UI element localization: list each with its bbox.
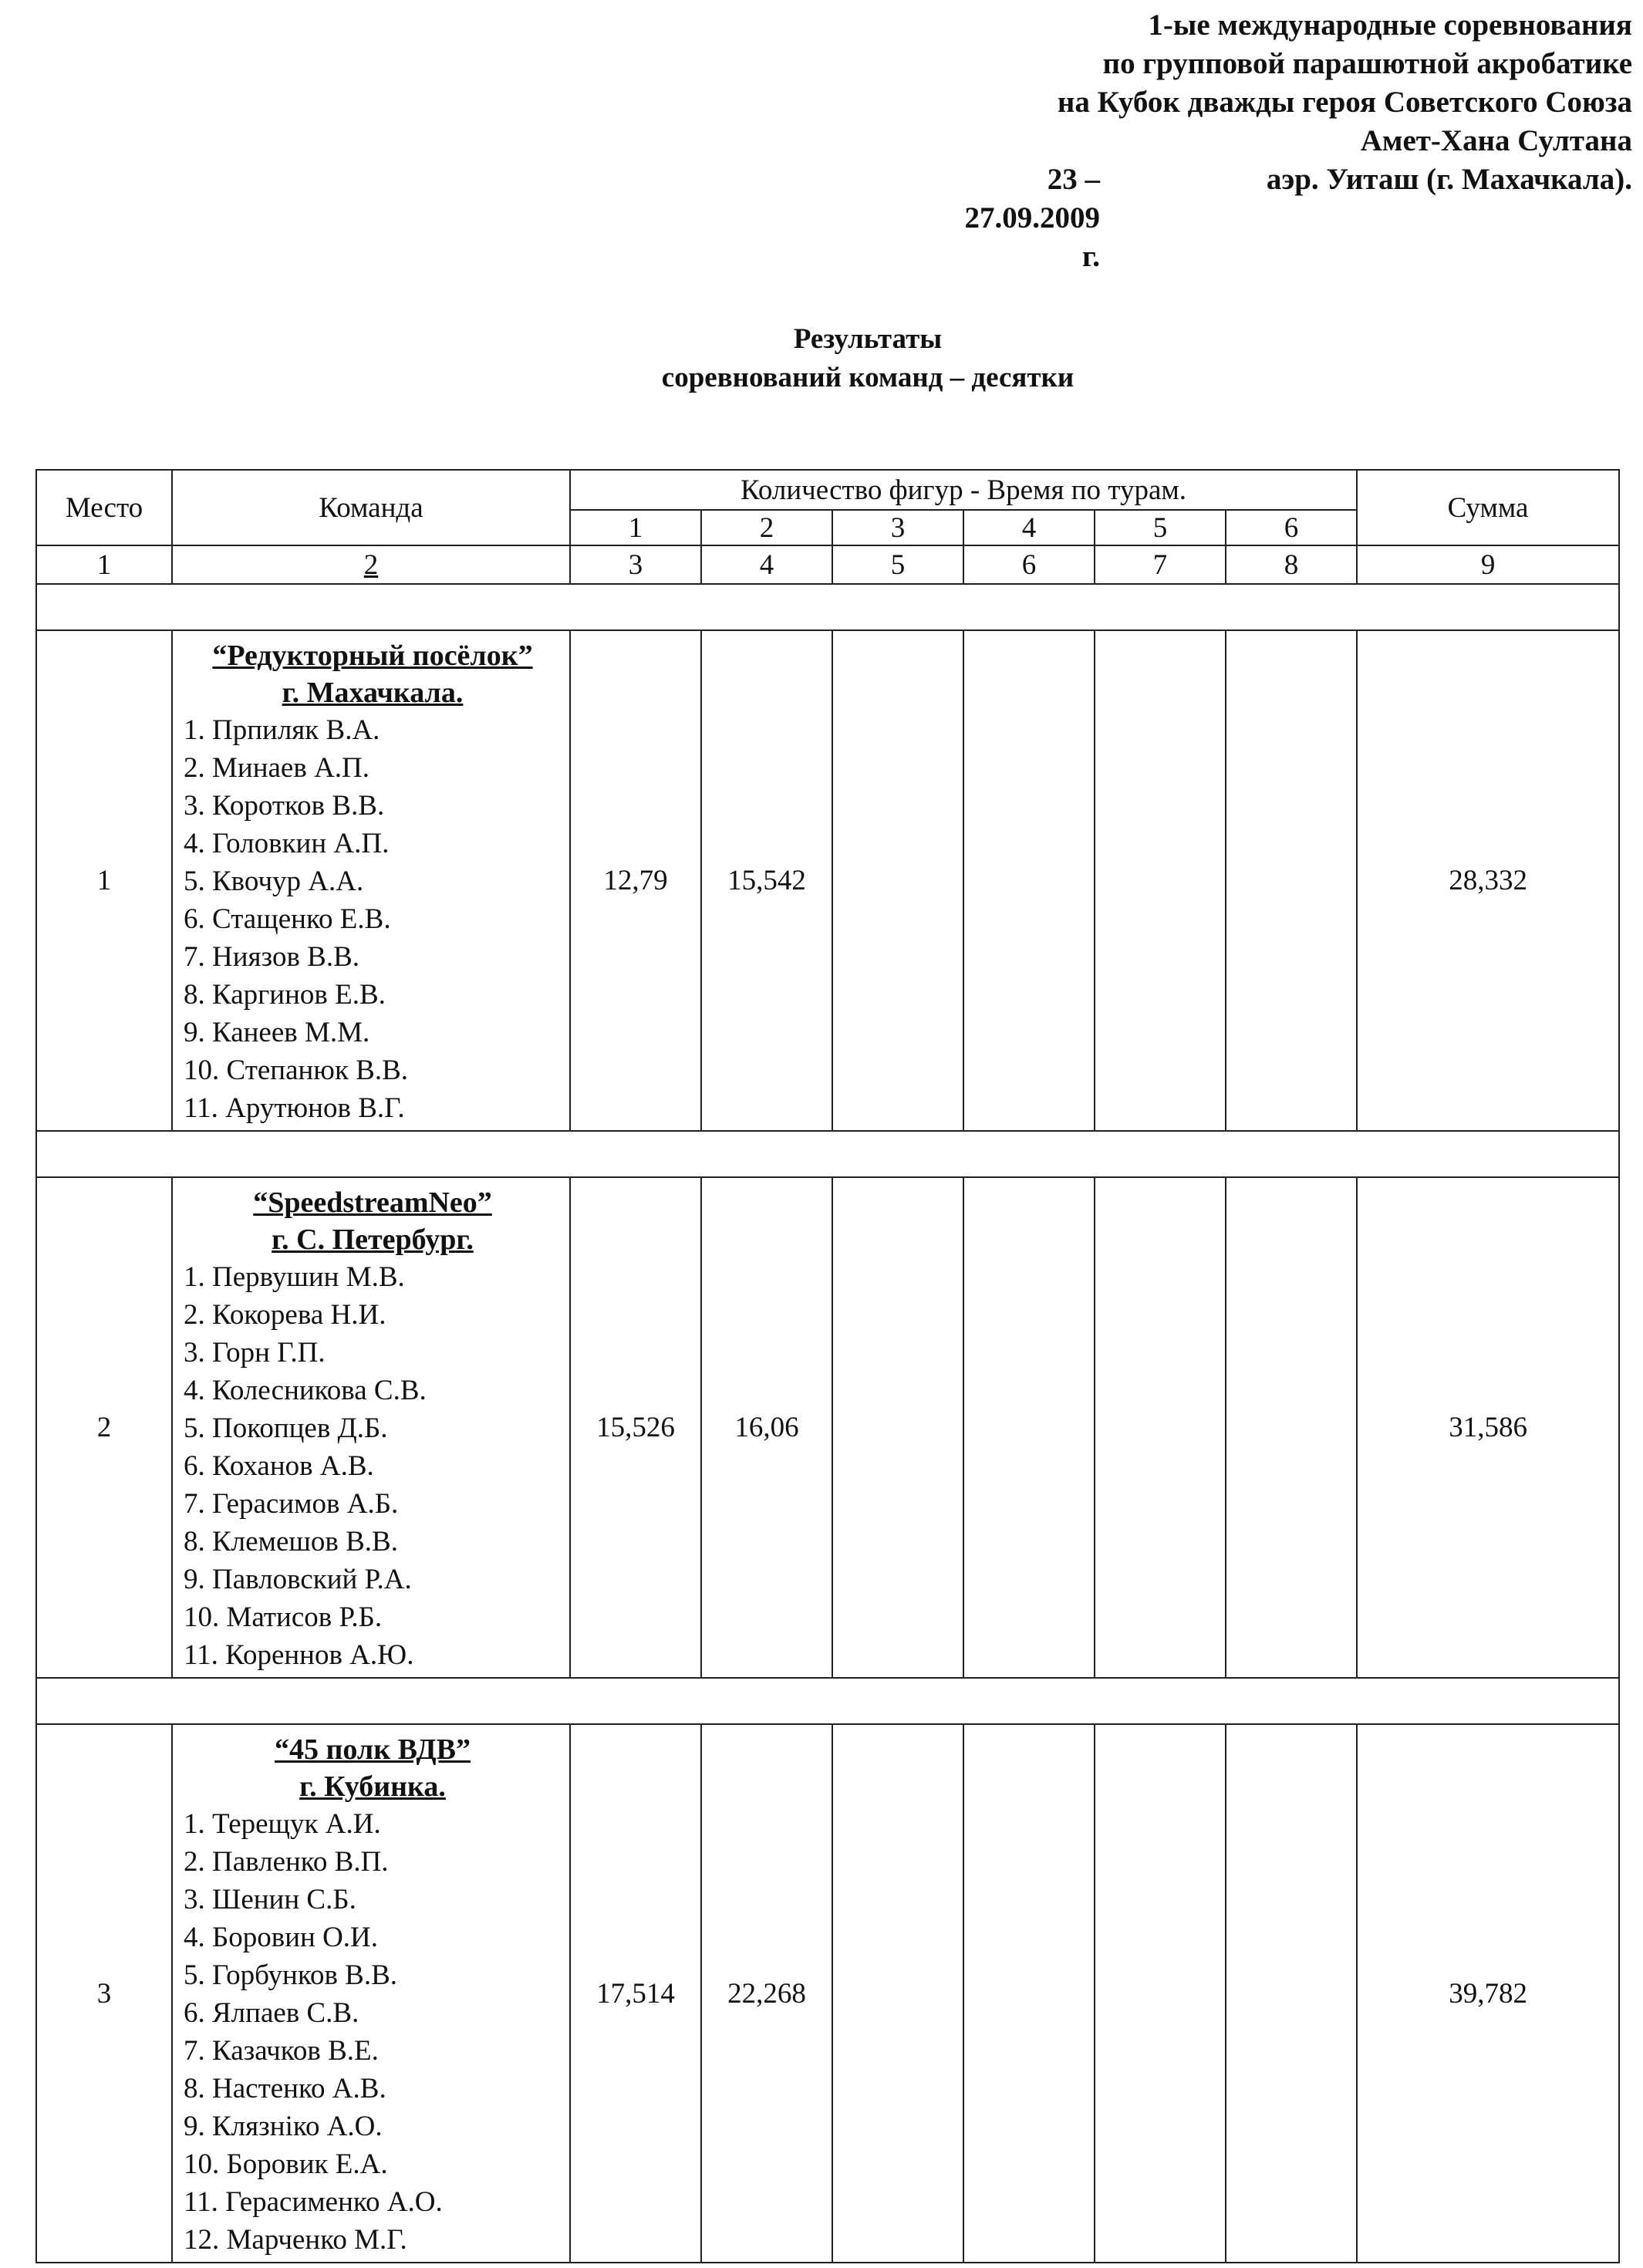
team-member: 10. Степанюк В.В. (184, 1055, 409, 1086)
event-date: 23 – 27.09.2009 г. (964, 163, 1100, 273)
team-row (36, 1724, 1619, 2263)
team-member: 1. Первушин М.В. (184, 1261, 405, 1293)
spacer-row (36, 1131, 1619, 1177)
spacer-cell (36, 1131, 1619, 1177)
team-member: 2. Кокорева Н.И. (184, 1299, 386, 1331)
team-member: 6. Ялпаев С.В. (184, 1997, 359, 2029)
team-row (36, 1177, 1619, 1678)
round-result: 16,06 (701, 1177, 832, 1678)
header-line-2: по групповой парашютной акробатике (1102, 47, 1632, 80)
team-member: 9. Павловский Р.А. (184, 1564, 412, 1595)
round-result (832, 1177, 963, 1678)
team-member: 4. Колесникова С.В. (184, 1375, 427, 1406)
team-member: 3. Шенин С.Б. (184, 1884, 356, 1915)
team-member: 8. Каргинов Е.В. (184, 979, 386, 1011)
team-member: 8. Настенко А.В. (184, 2073, 386, 2104)
round-result (1095, 630, 1226, 1131)
header-date-row (964, 160, 1632, 273)
team-member: 10. Матисов Р.Б. (184, 1601, 383, 1633)
team-member: 7. Казачков В.Е. (184, 2035, 379, 2067)
team-member: 5. Горбунков В.В. (184, 1959, 398, 1991)
team-sum: 28,332 (1357, 630, 1619, 1131)
round-result: 15,542 (701, 630, 832, 1131)
team-member: 11. Арутюнов В.Г. (184, 1092, 405, 1124)
team-member: 3. Коротков В.В. (184, 790, 385, 822)
round-result (832, 1724, 963, 2263)
team-name: “45 полк ВДВ” (275, 1733, 471, 1766)
header-team: Команда (172, 470, 570, 545)
round-result: 22,268 (701, 1724, 832, 2263)
team-member: 7. Герасимов А.Б. (184, 1488, 399, 1520)
round-number: 1 (570, 510, 701, 545)
spacer-row (36, 584, 1619, 630)
round-result (963, 1177, 1095, 1678)
team-member: 6. Коханов А.В. (184, 1450, 374, 1482)
column-index: 8 (1226, 545, 1357, 584)
header-line-1: 1-ые международные соревнования (1148, 8, 1632, 42)
results-table (35, 469, 1620, 2263)
round-result (1226, 1177, 1357, 1678)
team-city: г. Махачкала. (282, 677, 464, 709)
team-member: 2. Павленко В.П. (184, 1846, 389, 1878)
column-index: 1 (36, 545, 172, 584)
team-member: 9. Канеев М.М. (184, 1017, 370, 1048)
team-sum: 31,586 (1357, 1177, 1619, 1678)
team-member: 12. Марченко М.Г. (184, 2224, 407, 2256)
column-index: 4 (701, 545, 832, 584)
round-result (963, 1724, 1095, 2263)
team-cell (172, 1724, 570, 2263)
column-index: 2 (172, 545, 570, 584)
team-place: 1 (36, 630, 172, 1131)
results-title-line-1: Результаты (793, 323, 943, 355)
column-index: 3 (570, 545, 701, 584)
event-place: аэр. Уиташ (г. Махачкала). (1266, 163, 1632, 196)
round-result (1095, 1724, 1226, 2263)
team-city: г. Кубинка. (299, 1770, 446, 1803)
header-sum: Сумма (1357, 470, 1619, 545)
team-cell (172, 1177, 570, 1678)
team-member: 4. Боровин О.И. (184, 1922, 379, 1953)
round-number: 2 (701, 510, 832, 545)
team-place: 3 (36, 1724, 172, 2263)
team-member: 11. Кореннов А.Ю. (184, 1639, 414, 1671)
column-index: 7 (1095, 545, 1226, 584)
team-name: “SpeedstreamNeo” (253, 1186, 492, 1219)
team-row (36, 630, 1619, 1131)
round-result (1226, 1724, 1357, 2263)
team-member: 11. Герасименко А.О. (184, 2186, 443, 2218)
header-place: Место (36, 470, 172, 545)
round-result (1095, 1177, 1226, 1678)
header-rounds: Количество фигур - Время по турам. (570, 470, 1357, 510)
team-place: 2 (36, 1177, 172, 1678)
document-header (964, 6, 1632, 273)
team-member: 1. Прпиляк В.А. (184, 714, 380, 746)
round-number: 3 (832, 510, 963, 545)
round-result: 15,526 (570, 1177, 701, 1678)
round-number: 5 (1095, 510, 1226, 545)
team-cell (172, 630, 570, 1131)
spacer-cell (36, 584, 1619, 630)
round-number: 4 (963, 510, 1095, 545)
round-result: 12,79 (570, 630, 701, 1131)
team-member: 5. Квочур А.А. (184, 866, 364, 897)
team-name: “Редукторный посёлок” (212, 640, 533, 672)
team-sum: 39,782 (1357, 1724, 1619, 2263)
team-member: 10. Боровик Е.А. (184, 2148, 388, 2180)
spacer-cell (36, 1678, 1619, 1724)
team-city: г. С. Петербург. (272, 1223, 474, 1256)
header-line-3: на Кубок дважды героя Советского Союза (1057, 86, 1632, 119)
column-index: 5 (832, 545, 963, 584)
team-member: 5. Покопцев Д.Б. (184, 1412, 388, 1444)
team-member: 9. Клязніко А.О. (184, 2111, 383, 2142)
team-member: 1. Терещук А.И. (184, 1808, 381, 1840)
spacer-row (36, 1678, 1619, 1724)
team-member: 3. Горн Г.П. (184, 1337, 326, 1369)
round-result (963, 630, 1095, 1131)
round-result (832, 630, 963, 1131)
team-member: 4. Головкин А.П. (184, 828, 390, 859)
round-number: 6 (1226, 510, 1357, 545)
results-title-line-2: соревнований команд – десятки (661, 362, 1075, 393)
header-line-4: Амет-Хана Султана (1360, 124, 1632, 157)
team-member: 8. Клемешов В.В. (184, 1526, 398, 1558)
team-member: 6. Стащенко Е.В. (184, 903, 391, 935)
column-index: 9 (1357, 545, 1619, 584)
team-member: 2. Минаев А.П. (184, 752, 370, 784)
results-title (0, 320, 1643, 397)
column-index-row (36, 545, 1619, 584)
team-member: 7. Ниязов В.В. (184, 941, 360, 973)
round-result (1226, 630, 1357, 1131)
column-index: 6 (963, 545, 1095, 584)
round-result: 17,514 (570, 1724, 701, 2263)
